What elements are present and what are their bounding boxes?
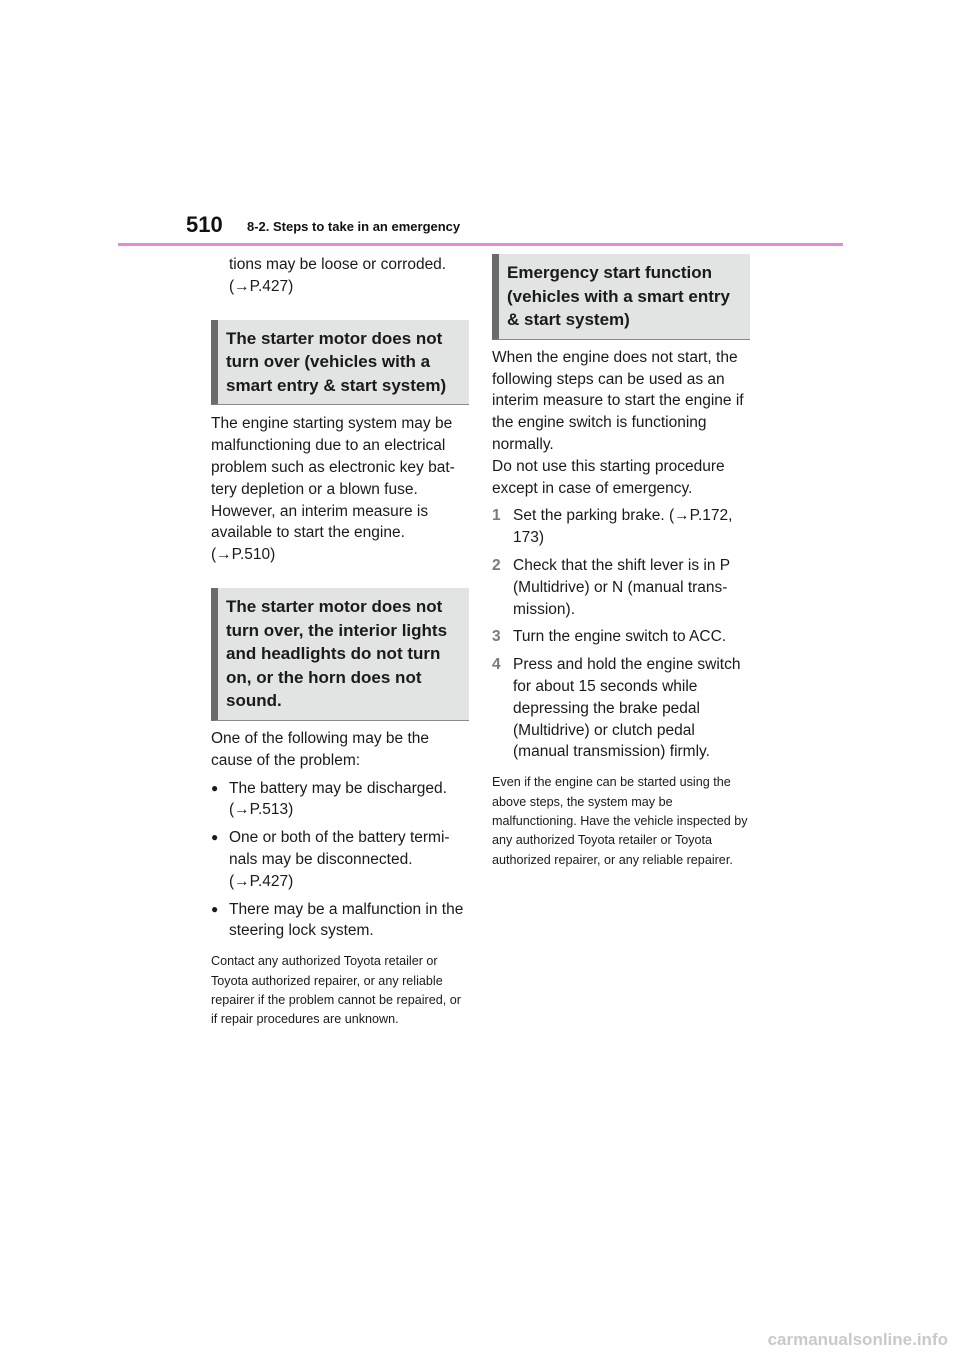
paragraph-emergency-warning: Do not use this starting procedure except in case of emergency. <box>492 457 725 497</box>
step-text: Check that the shift lever is in P (Multidrive) or N (manual trans-mission). <box>513 556 730 618</box>
heading-emergency-start: Emergency start function (vehicles with a smart entry & start system) <box>492 254 750 340</box>
step-item <box>492 626 750 648</box>
section-title: 8-2. Steps to take in an emergency <box>247 219 461 234</box>
right-column <box>492 254 750 870</box>
step-item <box>492 555 750 620</box>
bullet-dot-icon: ● <box>211 780 219 795</box>
step-text: Turn the engine switch to ACC. <box>513 628 727 646</box>
left-column <box>211 254 469 1030</box>
heading-starter-no-turn: The starter motor does not turn over (vehicles with a smart entry & start system) <box>211 320 469 406</box>
step-item <box>492 654 750 763</box>
paragraph-emergency-intro: When the engine does not start, the following steps can be used as an interim measure to start the engine if the engine switch is functioning normally. <box>492 348 744 453</box>
step-number: 1 <box>492 507 501 525</box>
bullet-text: One or both of the battery termi-nals may be disconnected. (→P.427) <box>229 829 450 890</box>
note-contact-retailer: Contact any authorized Toyota retailer or Toyota authorized repairer, or any reliable repairer if the problem cannot be repaired, or if repair procedures are unknown. <box>211 954 461 1027</box>
bullet-dot-icon: ● <box>211 830 219 845</box>
step-text: Set the parking brake. (→P.172, 173) <box>513 507 733 547</box>
bullet-text: There may be a malfunction in the steering lock system. <box>229 900 464 940</box>
step-item <box>492 505 750 549</box>
bullet-item <box>211 827 469 892</box>
step-number: 2 <box>492 556 501 574</box>
step-text: Press and hold the engine switch for about 15 seconds while depressing the brake pedal (Multidrive) or clutch pedal (manual transmission) firmly. <box>513 656 741 761</box>
heading-no-lights: The starter motor does not turn over, the interior lights and headlights do not turn on, or the horn does not sound. <box>211 588 469 721</box>
paragraph-starter-system: The engine starting system may be malfunctioning due to an electrical problem such as electronic key bat-tery depletion or a blown fuse. However, an interim measure is available to start the engine. (→P.510) <box>211 415 455 564</box>
step-number: 4 <box>492 656 501 674</box>
step-number: 3 <box>492 628 501 646</box>
bullet-text: The battery may be discharged. (→P.513) <box>229 779 447 819</box>
header-divider <box>118 243 843 246</box>
bullet-dot-icon: ● <box>211 901 219 916</box>
bullet-item <box>211 778 469 822</box>
intro-line-1: tions may be loose or corroded. <box>229 256 447 273</box>
bullet-item <box>211 899 469 943</box>
watermark-text: carmanualsonline.info <box>767 1330 948 1349</box>
page-number: 510 <box>186 212 223 237</box>
note-system-malfunction: Even if the engine can be started using the above steps, the system may be malfunctioning. Have the vehicle inspected by any authorized Toyota retailer or Toyota authorized repairer, or any reliable repairer. <box>492 775 748 867</box>
paragraph-causes: One of the following may be the cause of the problem: <box>211 729 429 769</box>
intro-line-2: (→P.427) <box>229 277 294 295</box>
